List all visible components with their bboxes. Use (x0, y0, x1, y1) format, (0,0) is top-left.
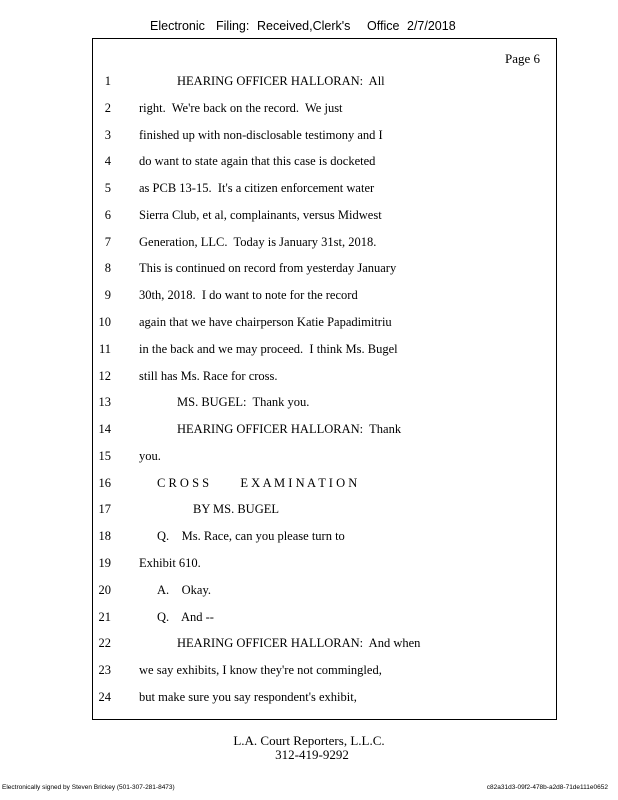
line-text: in the back and we may proceed. I think Ms. Bugel (139, 341, 398, 356)
footer-company: L.A. Court Reporters, L.L.C. (233, 733, 385, 748)
line-text: HEARING OFFICER HALLORAN: All (177, 74, 385, 88)
line-number: 2 (104, 100, 111, 115)
line-number: 22 (98, 636, 111, 651)
transcript-line (93, 208, 558, 224)
line-text: right. We're back on the record. We just (139, 100, 343, 115)
header-date: 2/7/2018 (407, 19, 456, 33)
line-number: 1 (104, 74, 111, 88)
line-text: do want to state again that this case is docketed (139, 154, 376, 169)
line-number: 7 (104, 234, 111, 249)
line-text: C R O S S E X A M I N A T I O N (157, 475, 358, 490)
transcript-line (93, 261, 558, 277)
line-number: 19 (98, 556, 111, 571)
transcript-line (93, 342, 558, 358)
header-office: Office (367, 19, 400, 33)
transcript-line (93, 369, 558, 385)
line-number: 12 (98, 368, 111, 383)
line-number: 3 (104, 127, 111, 142)
transcript-line (93, 556, 558, 572)
line-text: Q. And -- (157, 609, 214, 624)
transcript-line (93, 476, 558, 492)
page-number: Page 6 (504, 51, 540, 66)
transcript-line (93, 181, 558, 197)
line-text: finished up with non-disclosable testimony and I (139, 127, 383, 142)
line-number: 14 (98, 422, 111, 437)
header-electronic: Electronic (150, 19, 205, 33)
transcript-line (93, 690, 558, 706)
signature-right: c82a31d3-09f2-478b-a2d8-71de111e0652 (486, 784, 608, 791)
line-number: 11 (98, 341, 111, 356)
line-number: 10 (98, 315, 111, 330)
transcript-line (93, 101, 558, 117)
line-number: 16 (98, 475, 111, 490)
line-number: 8 (104, 261, 111, 276)
header-received: Received,Clerk's (257, 19, 351, 33)
line-text: again that we have chairperson Katie Papadimitriu (139, 315, 392, 330)
transcript-line (93, 288, 558, 304)
transcript-line (93, 74, 558, 90)
line-number: 15 (98, 448, 111, 463)
line-number: 9 (104, 288, 111, 303)
transcript-line (93, 502, 558, 518)
line-number: 18 (98, 529, 111, 544)
transcript-line (93, 315, 558, 331)
transcript-line (93, 583, 558, 599)
line-number: 13 (98, 395, 111, 410)
transcript-line (93, 610, 558, 626)
line-number: 4 (104, 154, 111, 169)
line-text: Sierra Club, et al, complainants, versus Midwest (139, 207, 382, 222)
line-text: Exhibit 610. (139, 556, 201, 571)
header-filing: Filing: (216, 19, 250, 33)
transcript-line (93, 663, 558, 679)
line-text: MS. BUGEL: Thank you. (177, 395, 310, 410)
line-number: 20 (98, 582, 111, 597)
transcript-line (93, 422, 558, 438)
line-number: 24 (98, 689, 111, 704)
transcript-line (93, 154, 558, 170)
line-text: Q. Ms. Race, can you please turn to (157, 529, 345, 544)
transcript-line (93, 235, 558, 251)
transcript-line (93, 636, 558, 652)
footer-phone: 312-419-9292 (275, 747, 349, 762)
signature-left: Electronically signed by Steven Brickey (501-307-281-8473) (2, 784, 175, 791)
transcript-page (92, 38, 557, 720)
line-text: we say exhibits, I know they're not commingled, (139, 663, 382, 678)
line-text: still has Ms. Race for cross. (139, 368, 278, 383)
line-text: as PCB 13-15. It's a citizen enforcement water (139, 181, 375, 196)
transcript-line (93, 128, 558, 144)
line-number: 17 (98, 502, 111, 517)
line-text: but make sure you say respondent's exhibit, (139, 689, 357, 704)
line-text: BY MS. BUGEL (193, 502, 280, 517)
line-text: 30th, 2018. I do want to note for the record (139, 288, 358, 303)
line-text: HEARING OFFICER HALLORAN: Thank (177, 422, 402, 437)
transcript-line (93, 529, 558, 545)
line-text: you. (139, 448, 161, 463)
filing-stamp-header (0, 19, 618, 37)
transcript-line (93, 395, 558, 411)
line-number: 5 (104, 181, 111, 196)
line-text: HEARING OFFICER HALLORAN: And when (177, 636, 421, 651)
line-number: 21 (98, 609, 111, 624)
line-text: Generation, LLC. Today is January 31st, 2018. (139, 234, 377, 249)
line-number: 6 (104, 207, 111, 222)
line-text: This is continued on record from yesterday January (139, 261, 397, 276)
transcript-line (93, 449, 558, 465)
line-number: 23 (98, 663, 111, 678)
line-text: A. Okay. (157, 582, 212, 597)
